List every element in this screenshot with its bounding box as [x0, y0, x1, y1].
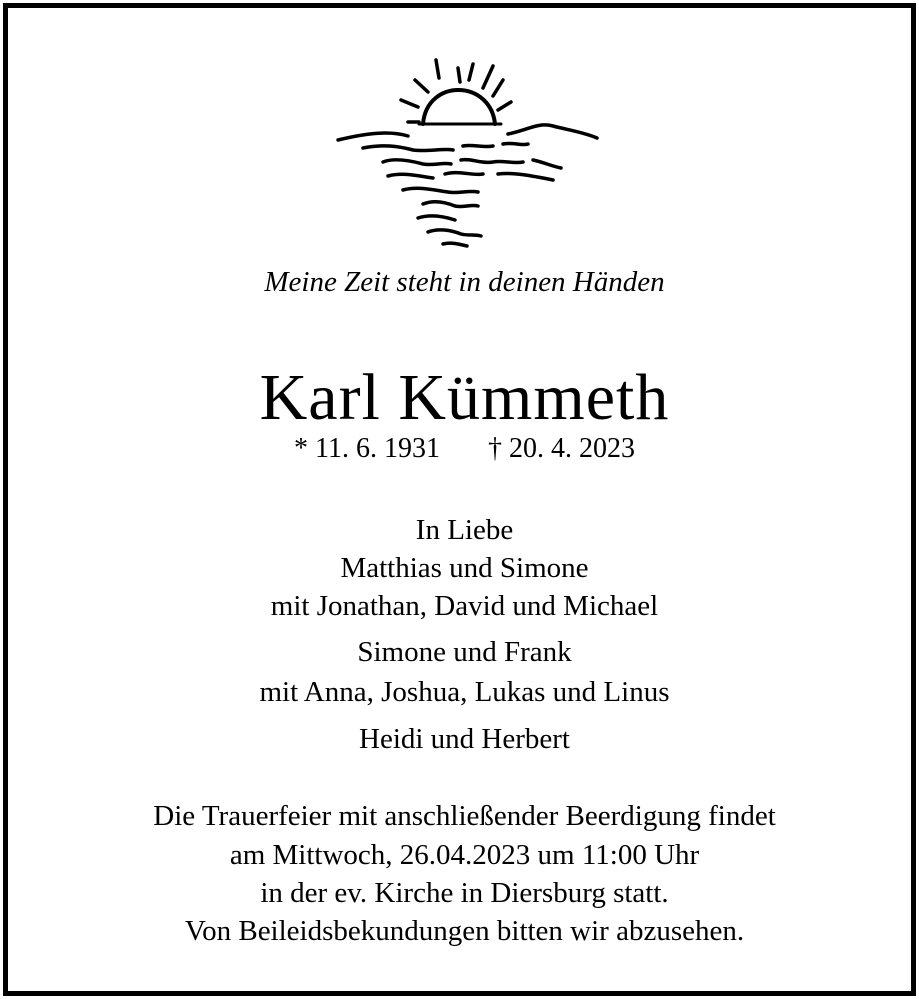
birth-date: * 11. 6. 1931: [294, 433, 440, 464]
death-date: † 20. 4. 2023: [487, 433, 635, 464]
funeral-notice-line: Die Trauerfeier mit anschließender Beerdigung findet: [153, 800, 776, 832]
family-line: Matthias und Simone: [340, 552, 589, 584]
family-line: Simone und Frank: [357, 636, 572, 668]
obituary-frame: [3, 3, 916, 996]
sunset-over-sea-icon: [333, 52, 603, 252]
motto: Meine Zeit steht in deinen Händen: [264, 266, 665, 298]
life-dates: [8, 433, 919, 465]
funeral-notice-line: Von Beileidsbekundungen bitten wir abzusehen.: [184, 915, 745, 947]
family-line: mit Jonathan, David und Michael: [270, 590, 659, 622]
family-line: In Liebe: [415, 514, 514, 546]
family-line: mit Anna, Joshua, Lukas und Linus: [259, 676, 670, 708]
funeral-notice-line: am Mittwoch, 26.04.2023 um 11:00 Uhr: [229, 839, 700, 871]
funeral-notice-line: in der ev. Kirche in Diersburg statt.: [260, 877, 669, 909]
deceased-name: Karl Kümmeth: [259, 361, 670, 434]
family-line: Heidi und Herbert: [359, 723, 570, 755]
